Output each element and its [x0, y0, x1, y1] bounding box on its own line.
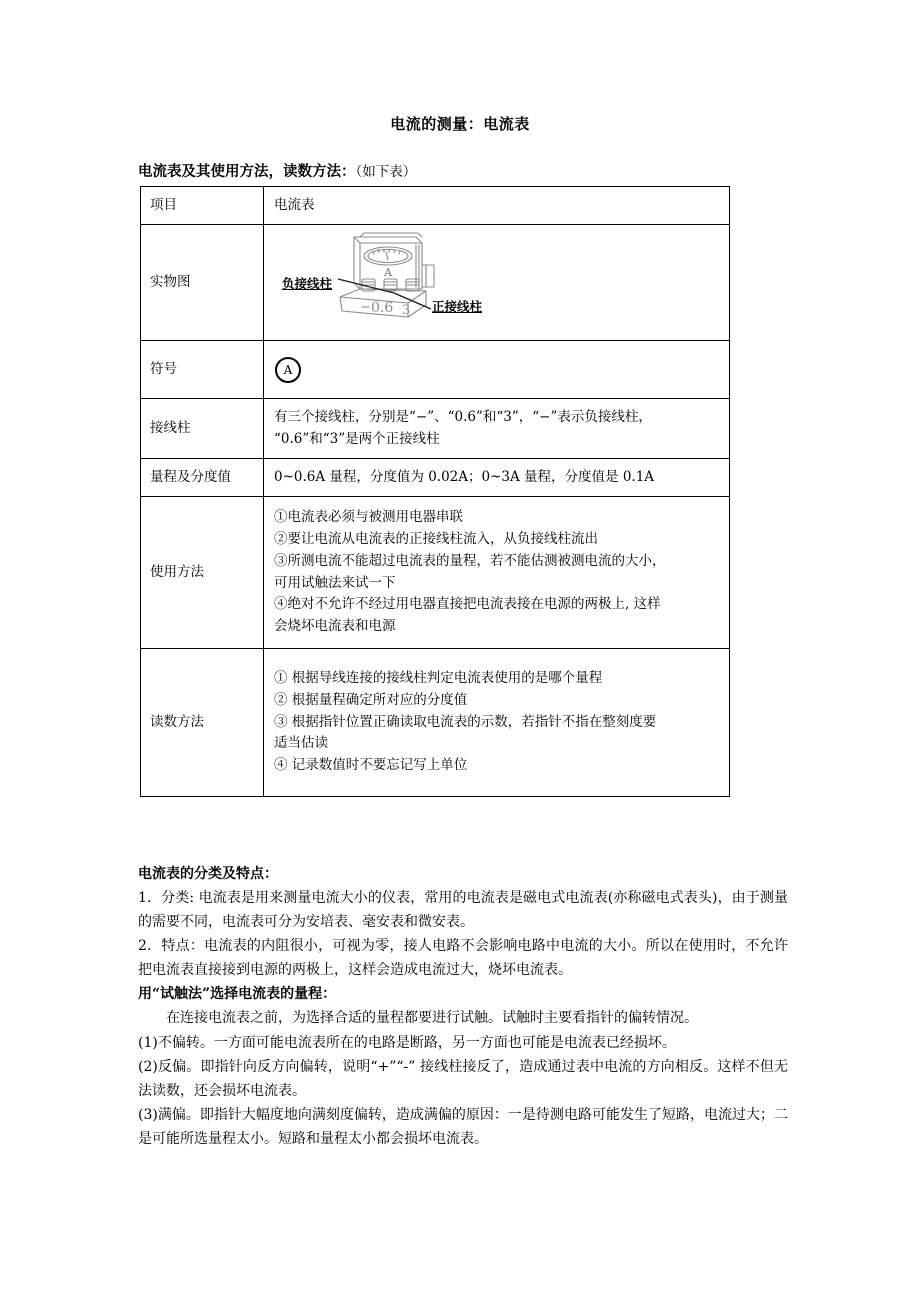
- row-value-reading: [264, 649, 730, 797]
- section-heading-classification: 电流表的分类及特点：: [138, 866, 278, 882]
- usage-line: ③所测电流不能超过电流表的量程，若不能估测被测电流的大小，: [274, 552, 666, 569]
- usage-line: ①电流表必须与被测用电器串联: [274, 508, 463, 525]
- table-row-terminals: [141, 399, 730, 459]
- usage-line: 可用试触法来试一下: [274, 574, 396, 591]
- meter-marking-0p6: 0.6: [371, 299, 394, 316]
- row-label-range: 量程及分度值: [141, 459, 264, 497]
- table-heading: [138, 160, 416, 181]
- terminal-line: 有三个接线柱，分别是“−”、“0.6”和“3”，“−”表示负接线柱，: [274, 408, 652, 425]
- row-value-terminals: [264, 399, 730, 459]
- table-heading-bold: 电流表及其使用方法，读数方法：: [138, 163, 356, 180]
- terminal-description: [274, 407, 723, 451]
- table-row-item: [141, 187, 730, 225]
- usage-line: 会烧坏电流表和电源: [274, 618, 396, 635]
- ammeter-circuit-symbol-icon: A: [275, 357, 301, 383]
- terminal-line: “0.6”和“3”是两个正接线柱: [274, 430, 440, 447]
- row-value-item: 电流表: [264, 187, 730, 225]
- row-value-usage: [264, 497, 730, 649]
- reading-line: ④ 记录数值时不要忘记写上单位: [274, 757, 468, 774]
- table-row-symbol: [141, 341, 730, 399]
- row-label-reading: 读数方法: [141, 649, 264, 797]
- usage-line: ④绝对不允许不经过用电器直接把电流表接在电源的两极上, 这样: [274, 596, 661, 613]
- paragraph-no-deflection: (1)不偏转。一方面可能电流表所在的电路是断路，另一方面也可能是电流表已经损坏。: [138, 1034, 676, 1051]
- table-row-photo: [141, 225, 730, 341]
- section-heading-trial-touch: 用“试触法”选择电流表的量程：: [138, 986, 337, 1003]
- ammeter-spec-table: [140, 186, 730, 797]
- reading-line: ② 根据量程确定所对应的分度值: [274, 691, 468, 708]
- meter-marking-minus: −: [360, 299, 371, 315]
- row-value-range: 0~0.6A 量程，分度值为 0.02A；0~3A 量程，分度值是 0.1A: [264, 459, 730, 497]
- paragraph-reverse-deflection: (2)反偏。即指针向反方向偏转，说明“+”“-” 接线柱接反了，造成通过表中电流的方向相反。这样不但无法读数，还会损坏电流表。: [138, 1058, 788, 1099]
- usage-line: ②要让电流从电流表的正接线柱流入，从负接线柱流出: [274, 530, 598, 547]
- paragraph-characteristics: 2．特点：电流表的内阻很小，可视为零，接人电路不会影响电路中电流的大小。所以在使用时，不允许把电流表直接接到电源的两极上，这样会造成电流过大，烧坏电流表。: [138, 938, 788, 979]
- reading-line: 适当估读: [274, 735, 328, 752]
- meter-marking-3: 3: [402, 302, 411, 318]
- body-text-block: [138, 862, 788, 1151]
- meter-face-letter: A: [384, 265, 392, 279]
- row-label-terminals: 接线柱: [141, 399, 264, 459]
- row-value-photo: [264, 225, 730, 341]
- reading-line: ① 根据导线连接的接线柱判定电流表使用的是哪个量程: [274, 669, 603, 686]
- row-label-symbol: 符号: [141, 341, 264, 399]
- row-label-usage: 使用方法: [141, 497, 264, 649]
- negative-terminal-label: 负接线柱: [282, 275, 333, 291]
- row-label-item: 项目: [141, 187, 264, 225]
- table-heading-paren: （如下表）: [355, 164, 417, 180]
- table-row-usage: [141, 497, 730, 649]
- paragraph-trial-touch-intro: 在连接电流表之前，为选择合适的量程都要进行试触。试触时主要看指针的偏转情况。: [166, 1010, 698, 1027]
- usage-description: [274, 507, 723, 638]
- table-row-reading: [141, 649, 730, 797]
- paragraph-full-deflection: (3)满偏。即指针大幅度地向满刻度偏转，造成满偏的原因：一是待测电路可能发生了短路，电流过大；二是可能所选量程太小。短路和量程太小都会损坏电流表。: [138, 1106, 788, 1147]
- row-value-symbol: [264, 341, 730, 399]
- reading-description: [274, 668, 723, 777]
- reading-line: ③ 根据指针位置正确读取电流表的示数，若指针不指在整刻度要: [274, 713, 657, 730]
- ammeter-illustration: [274, 231, 723, 335]
- positive-terminal-label: 正接线柱: [432, 298, 483, 314]
- row-label-photo: 实物图: [141, 225, 264, 341]
- page-title: 电流的测量：电流表: [390, 115, 530, 133]
- table-row-range: [141, 459, 730, 497]
- paragraph-classification: 1．分类: 电流表是用来测量电流大小的仪表，常用的电流表是磁电式电流表(亦称磁电式表头)，由于测量的需要不同，电流表可分为安培表、毫安表和微安表。: [138, 890, 788, 931]
